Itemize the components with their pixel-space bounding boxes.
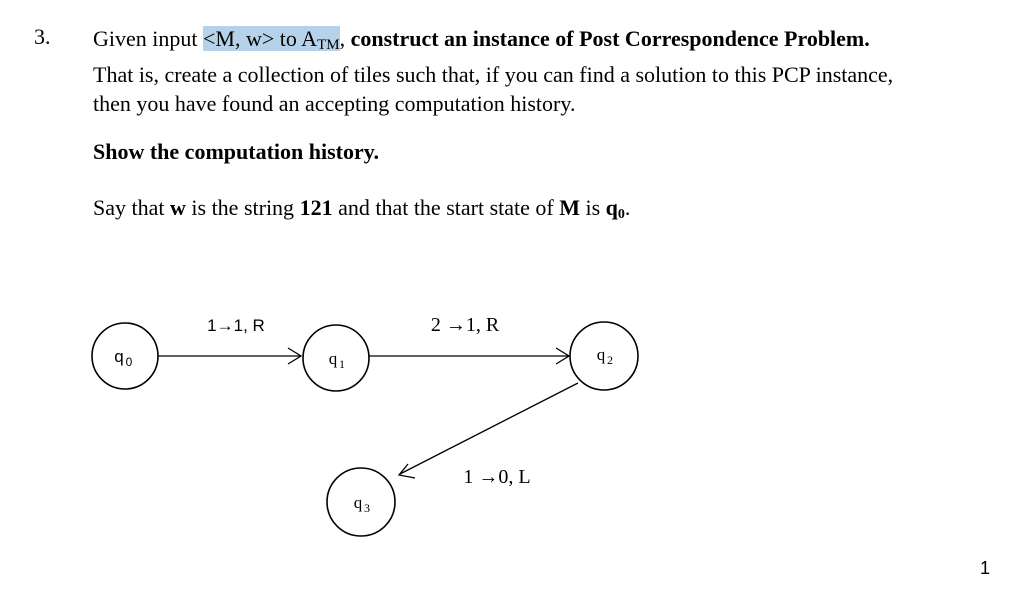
question-line-3: then you have found an accepting computation history.	[93, 91, 576, 116]
state-q1	[303, 325, 369, 391]
state-q0-label: q	[114, 347, 124, 366]
edge-q2-q3	[400, 383, 578, 474]
state-q0	[92, 323, 158, 389]
say-part4: is	[579, 195, 606, 220]
state-q3-sub: 3	[364, 501, 370, 515]
transition-label-q1-q2: 2 →1, R	[430, 314, 500, 336]
state-q3-label: q	[353, 493, 363, 512]
state-q2-sub: 2	[607, 353, 613, 367]
question-prefix: Given input	[93, 26, 203, 51]
highlight-subscript: TM	[317, 37, 340, 53]
question-bold-text: construct an instance of Post Correspondence Problem.	[345, 26, 870, 51]
say-part2: is the string	[185, 195, 300, 220]
state-q0-sub: 0	[125, 355, 133, 369]
page-number: 1	[980, 558, 991, 578]
say-q-subscript: 0	[617, 207, 625, 222]
state-q1-sub: 1	[339, 357, 345, 371]
say-m: M	[559, 195, 580, 220]
question-comma: ,	[339, 26, 346, 51]
say-string: 121	[299, 195, 333, 220]
say-part1: Say that	[93, 195, 170, 220]
question-number: 3.	[34, 24, 51, 49]
highlight-main: <M, w> to A	[203, 26, 318, 51]
say-w: w	[170, 195, 186, 220]
state-q2-label: q	[596, 345, 606, 364]
say-part3: and that the start state of	[332, 195, 560, 220]
question-line-2: That is, create a collection of tiles such that, if you can find a solution to this PCP instance,	[93, 62, 894, 87]
state-q2	[570, 322, 638, 390]
say-q: q	[605, 195, 618, 220]
state-q3	[327, 468, 395, 536]
say-end: .	[624, 195, 631, 220]
state-q1-label: q	[328, 349, 338, 368]
show-heading-text: Show the computation history.	[93, 139, 380, 164]
transition-label-q2-q3: 1 →0, L	[463, 466, 531, 488]
transition-label-q0-q1: 1→1, R	[207, 316, 265, 335]
